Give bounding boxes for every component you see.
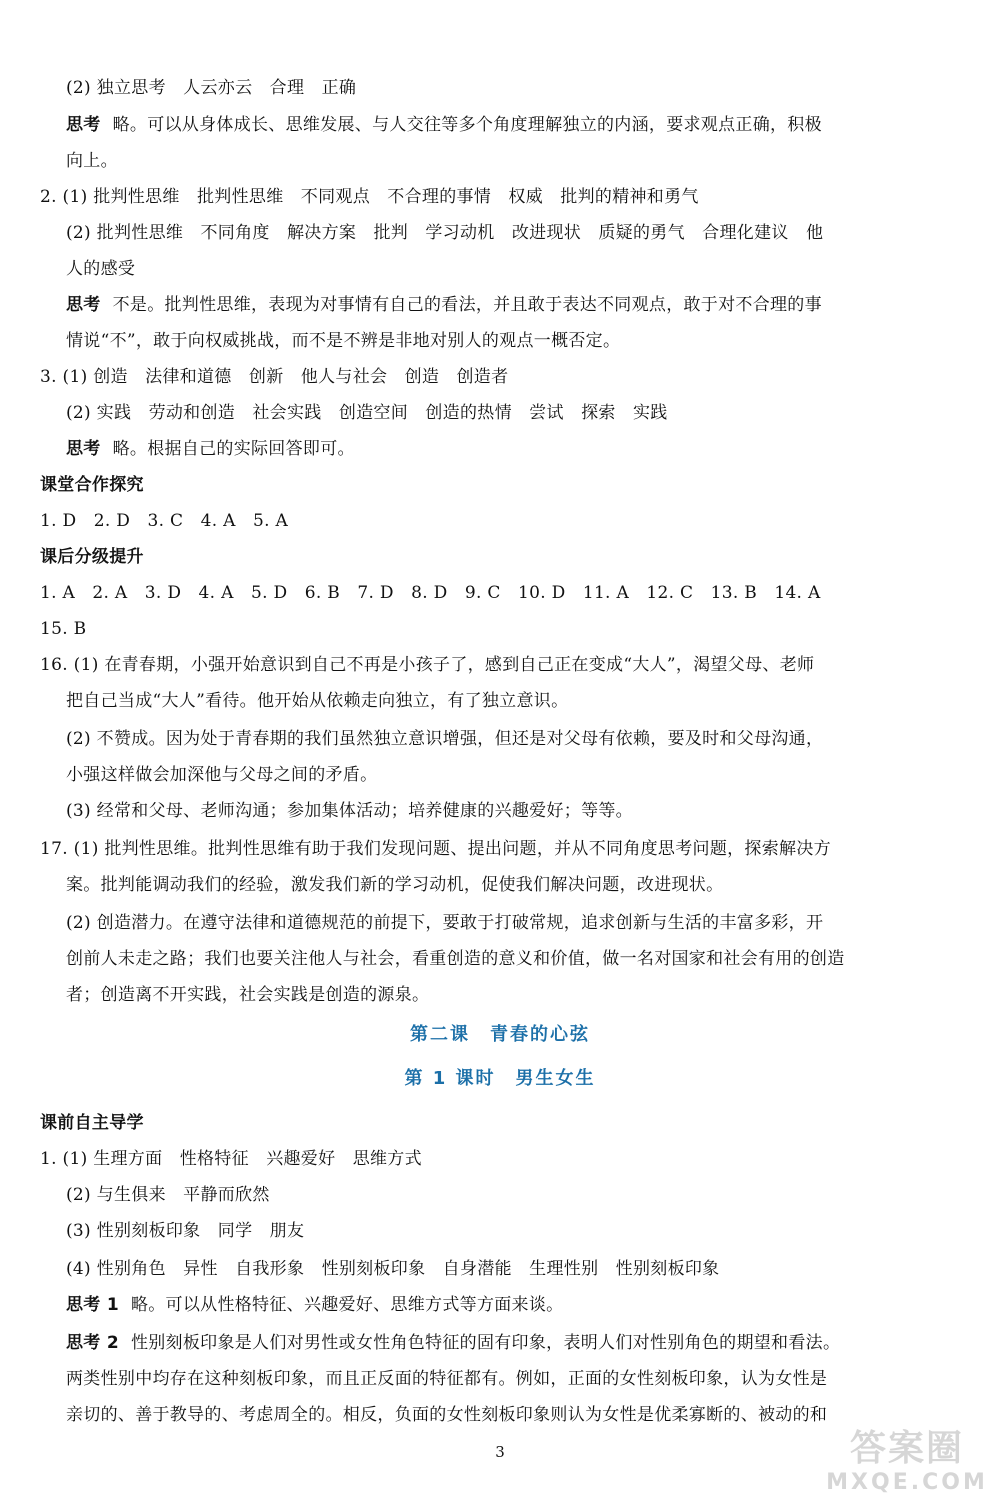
answer-line: 者；创造离不开实践，社会实践是创造的源泉。 [66, 985, 430, 1005]
think-text: 略。可以从身体成长、思维发展、与人交往等多个角度理解独立的内涵，要求观点正确，积极 [112, 115, 822, 135]
answer-line: 15. B [40, 619, 87, 639]
section-heading: 课前自主导学 [40, 1113, 144, 1133]
section-heading: 课堂合作探究 [40, 475, 144, 495]
answer-line: 情说“不”，敢于向权威挑战，而不是不辨是非地对别人的观点一概否定。 [66, 331, 621, 351]
answer-line: (2) 独立思考 人云亦云 合理 正确 [66, 78, 357, 98]
answer-line: 1. D 2. D 3. C 4. A 5. A [40, 511, 289, 531]
think-label: 思考 1 [66, 1295, 119, 1315]
watermark-text: 答案圈 [849, 1428, 964, 1469]
answer-line: 1. A 2. A 3. D 4. A 5. D 6. B 7. D 8. D 9. C 10. D 11. A 12. C 13. B 14. A [40, 583, 821, 603]
think-text: 略。可以从性格特征、兴趣爱好、思维方式等方面来谈。 [130, 1295, 564, 1315]
think-line [66, 294, 822, 316]
period-title: 第 1 课时 男生女生 [404, 1068, 596, 1089]
think-line [66, 114, 822, 136]
answer-line: 3. (1) 创造 法律和道德 创新 他人与社会 创造 创造者 [40, 367, 509, 387]
section-heading: 课后分级提升 [40, 547, 144, 567]
think-line [66, 1332, 840, 1354]
answer-line: 16. (1) 在青春期，小强开始意识到自己不再是小孩子了，感到自己正在变成“大人”，渴望父母、老师 [40, 655, 815, 675]
answer-line: 17. (1) 批判性思维。批判性思维有助于我们发现问题、提出问题，并从不同角度思考问题，探索解决方 [40, 839, 831, 859]
answer-line: (2) 批判性思维 不同角度 解决方案 批判 学习动机 改进现状 质疑的勇气 合理化建议 他 [66, 223, 824, 243]
answer-line: (2) 与生俱来 平静而欣然 [66, 1185, 270, 1205]
answer-line: 两类性别中均存在这种刻板印象，而且正反面的特征都有。例如，正面的女性刻板印象，认为女性是 [66, 1369, 828, 1389]
watermark-logo [822, 1420, 992, 1502]
think-label: 思考 [66, 295, 101, 315]
answer-line: (2) 实践 劳动和创造 社会实践 创造空间 创造的热情 尝试 探索 实践 [66, 403, 668, 423]
think-label: 思考 [66, 115, 101, 135]
answer-line: 亲切的、善于教导的、考虑周全的。相反，负面的女性刻板印象则认为女性是优柔寡断的、被动的和 [66, 1405, 828, 1425]
answer-line: 小强这样做会加深他与父母之间的矛盾。 [66, 765, 378, 785]
answer-line: 案。批判能调动我们的经验，激发我们新的学习动机，促使我们解决问题，改进现状。 [66, 875, 724, 895]
answer-line: (4) 性别角色 异性 自我形象 性别刻板印象 自身潜能 生理性别 性别刻板印象 [66, 1259, 720, 1279]
answer-line: 向上。 [66, 151, 118, 171]
page-number: 3 [495, 1443, 505, 1461]
think-line [66, 438, 355, 460]
think-line [66, 1294, 563, 1316]
answer-line: (2) 不赞成。因为处于青春期的我们虽然独立意识增强，但还是对父母有依赖，要及时和父母沟通， [66, 729, 824, 749]
think-label: 思考 [66, 439, 101, 459]
answer-line: 1. (1) 生理方面 性格特征 兴趣爱好 思维方式 [40, 1149, 422, 1169]
answer-line: 创前人未走之路；我们也要关注他人与社会，看重创造的意义和价值，做一名对国家和社会有用的创造 [66, 949, 845, 969]
think-label: 思考 2 [66, 1333, 119, 1353]
answer-line: 人的感受 [66, 259, 136, 279]
think-text: 不是。批判性思维，表现为对事情有自己的看法，并且敢于表达不同观点，敢于对不合理的事 [112, 295, 822, 315]
answer-line: (3) 性别刻板印象 同学 朋友 [66, 1221, 305, 1241]
think-text: 性别刻板印象是人们对男性或女性角色特征的固有印象，表明人们对性别角色的期望和看法。 [130, 1333, 841, 1353]
watermark-url: MXQE.COM [826, 1470, 988, 1495]
answer-line: 2. (1) 批判性思维 批判性思维 不同观点 不合理的事情 权威 批判的精神和勇气 [40, 187, 699, 207]
think-text: 略。根据自己的实际回答即可。 [112, 439, 355, 459]
answer-line: (2) 创造潜力。在遵守法律和道德规范的前提下，要敢于打破常规，追求创新与生活的丰富多彩，开 [66, 913, 824, 933]
lesson-title: 第二课 青春的心弦 [410, 1024, 590, 1045]
answer-line: 把自己当成“大人”看待。他开始从依赖走向独立，有了独立意识。 [66, 691, 569, 711]
answer-line: (3) 经常和父母、老师沟通；参加集体活动；培养健康的兴趣爱好；等等。 [66, 801, 633, 821]
